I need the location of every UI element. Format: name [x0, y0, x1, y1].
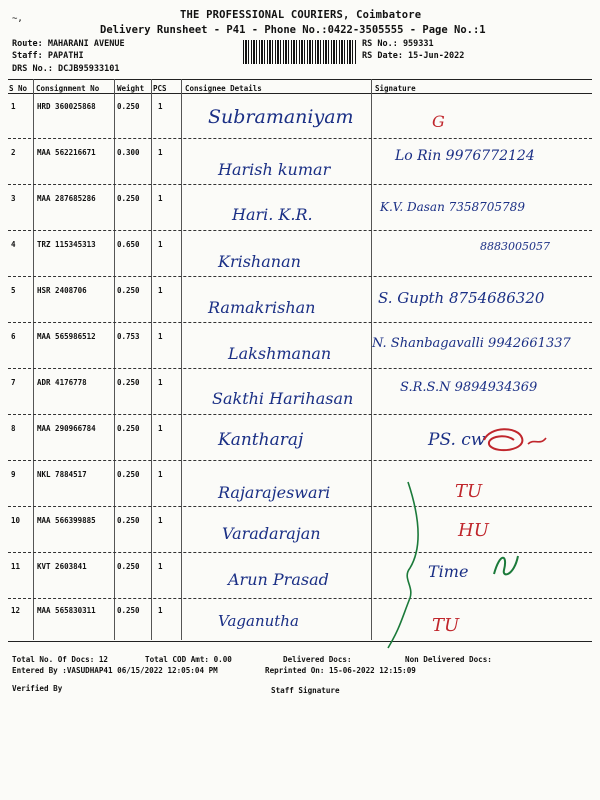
row-sno: 9: [11, 470, 16, 479]
column-divider: [33, 79, 34, 640]
signature-scribble-green: [490, 548, 524, 584]
row-separator: [8, 138, 592, 139]
row-pcs: 1: [158, 332, 163, 341]
row-weight: 0.650: [117, 240, 140, 249]
bracket-mark: [380, 478, 430, 658]
signature-scribble: N. Shanbagavalli 9942661337: [372, 336, 571, 351]
row-sno: 2: [11, 148, 16, 157]
row-sno: 6: [11, 332, 16, 341]
row-separator: [8, 506, 592, 507]
table-top-rule: [8, 79, 592, 80]
row-consignment: KVT 2603841: [37, 562, 87, 571]
barcode: [243, 40, 356, 64]
row-pcs: 1: [158, 516, 163, 525]
row-separator: [8, 322, 592, 323]
consignee-handwriting: Vaganutha: [218, 612, 299, 630]
staff-signature: Staff Signature: [271, 686, 340, 695]
consignee-handwriting: Ramakrishan: [208, 298, 316, 317]
row-weight: 0.250: [117, 102, 140, 111]
signature-scribble: 8883005057: [480, 240, 550, 253]
row-pcs: 1: [158, 470, 163, 479]
consignee-handwriting: Kantharaj: [218, 430, 304, 450]
row-consignment: HRD 360025868: [37, 102, 96, 111]
row-separator: [8, 414, 592, 415]
row-weight: 0.753: [117, 332, 140, 341]
signature-scribble: G: [432, 112, 445, 131]
signature-scribble-red: [478, 424, 550, 456]
column-divider: [114, 79, 115, 640]
row-weight: 0.250: [117, 562, 140, 571]
row-pcs: 1: [158, 378, 163, 387]
table-header-rule: [8, 93, 592, 94]
col-header-weight: Weight: [117, 84, 145, 93]
row-separator: [8, 276, 592, 277]
row-weight: 0.250: [117, 286, 140, 295]
runsheet-subtitle: Delivery Runsheet - P41 - Phone No.:0422-3505555 - Page No.:1: [100, 24, 486, 36]
consignee-handwriting: Hari. K.R.: [232, 205, 313, 224]
row-sno: 11: [11, 562, 21, 571]
column-divider: [151, 79, 152, 640]
rs-date: RS Date: 15-Jun-2022: [362, 51, 465, 61]
row-pcs: 1: [158, 148, 163, 157]
table-bottom-rule: [8, 641, 592, 642]
consignee-handwriting: Sakthi Harihasan: [212, 389, 354, 408]
row-pcs: 1: [158, 240, 163, 249]
signature-scribble: K.V. Dasan 7358705789: [380, 200, 525, 214]
signature-scribble: Lo Rin 9976772124: [395, 148, 535, 164]
row-weight: 0.250: [117, 194, 140, 203]
total-cod: Total COD Amt: 0.00: [145, 655, 232, 664]
corner-mark: ~,: [12, 14, 23, 24]
row-separator: [8, 598, 592, 599]
row-consignment: MAA 565986512: [37, 332, 96, 341]
reprinted-on: Reprinted On: 15-06-2022 12:15:09: [265, 666, 416, 675]
consignee-handwriting: Subramaniyam: [208, 106, 354, 128]
signature-scribble: Time: [428, 562, 469, 581]
consignee-handwriting: Harish kumar: [218, 160, 331, 179]
column-divider: [181, 79, 182, 640]
row-sno: 8: [11, 424, 16, 433]
row-pcs: 1: [158, 194, 163, 203]
signature-scribble: TU: [455, 481, 483, 502]
row-separator: [8, 230, 592, 231]
row-weight: 0.300: [117, 148, 140, 157]
row-separator: [8, 184, 592, 185]
company-title: THE PROFESSIONAL COURIERS, Coimbatore: [180, 9, 422, 21]
consignee-handwriting: Lakshmanan: [228, 344, 332, 363]
column-divider: [371, 79, 372, 640]
row-consignment: MAA 565830311: [37, 606, 96, 615]
signature-scribble: S. Gupth 8754686320: [378, 289, 545, 307]
row-weight: 0.250: [117, 470, 140, 479]
non-delivered-docs: Non Delivered Docs:: [405, 655, 492, 664]
row-sno: 3: [11, 194, 16, 203]
row-consignment: ADR 4176778: [37, 378, 87, 387]
row-weight: 0.250: [117, 606, 140, 615]
row-sno: 12: [11, 606, 21, 615]
col-header-pcs: PCS: [153, 84, 167, 93]
row-sno: 5: [11, 286, 16, 295]
route-label: Route: MAHARANI AVENUE: [12, 39, 125, 49]
row-consignment: HSR 2408706: [37, 286, 87, 295]
row-sno: 1: [11, 102, 16, 111]
row-sno: 4: [11, 240, 16, 249]
consignee-handwriting: Arun Prasad: [228, 570, 329, 589]
row-sno: 10: [11, 516, 21, 525]
col-header-signature: Signature: [375, 84, 416, 93]
row-weight: 0.250: [117, 378, 140, 387]
col-header-sno: S No: [9, 84, 28, 93]
row-pcs: 1: [158, 102, 163, 111]
consignee-handwriting: Krishanan: [218, 252, 301, 271]
verified-by: Verified By: [12, 684, 63, 693]
row-pcs: 1: [158, 424, 163, 433]
row-consignment: MAA 566399885: [37, 516, 96, 525]
row-sno: 7: [11, 378, 16, 387]
staff-label: Staff: PAPATHI: [12, 51, 84, 61]
drs-number: DRS No.: DCJB95933101: [12, 64, 120, 74]
row-pcs: 1: [158, 562, 163, 571]
row-pcs: 1: [158, 286, 163, 295]
row-separator: [8, 368, 592, 369]
row-weight: 0.250: [117, 424, 140, 433]
signature-scribble: HU: [458, 520, 489, 541]
col-header-consignee: Consignee Details: [185, 84, 262, 93]
signature-scribble: S.R.S.N 9894934369: [400, 380, 538, 395]
row-separator: [8, 460, 592, 461]
total-docs: Total No. Of Docs: 12: [12, 655, 109, 664]
row-consignment: MAA 562216671: [37, 148, 96, 157]
delivered-docs: Delivered Docs:: [283, 655, 352, 664]
col-header-consignment: Consignment No: [36, 84, 100, 93]
row-weight: 0.250: [117, 516, 140, 525]
signature-scribble: PS. cw: [428, 430, 486, 450]
consignee-handwriting: Varadarajan: [222, 524, 321, 543]
row-consignment: MAA 287685286: [37, 194, 96, 203]
entered-by: Entered By :VASUDHAP41 06/15/2022 12:05:04 PM: [12, 666, 218, 675]
row-consignment: NKL 7884517: [37, 470, 87, 479]
row-consignment: MAA 290966784: [37, 424, 96, 433]
rs-number: RS No.: 959331: [362, 39, 434, 49]
signature-scribble: TU: [432, 615, 460, 636]
row-consignment: TRZ 115345313: [37, 240, 96, 249]
row-pcs: 1: [158, 606, 163, 615]
consignee-handwriting: Rajarajeswari: [218, 483, 331, 502]
